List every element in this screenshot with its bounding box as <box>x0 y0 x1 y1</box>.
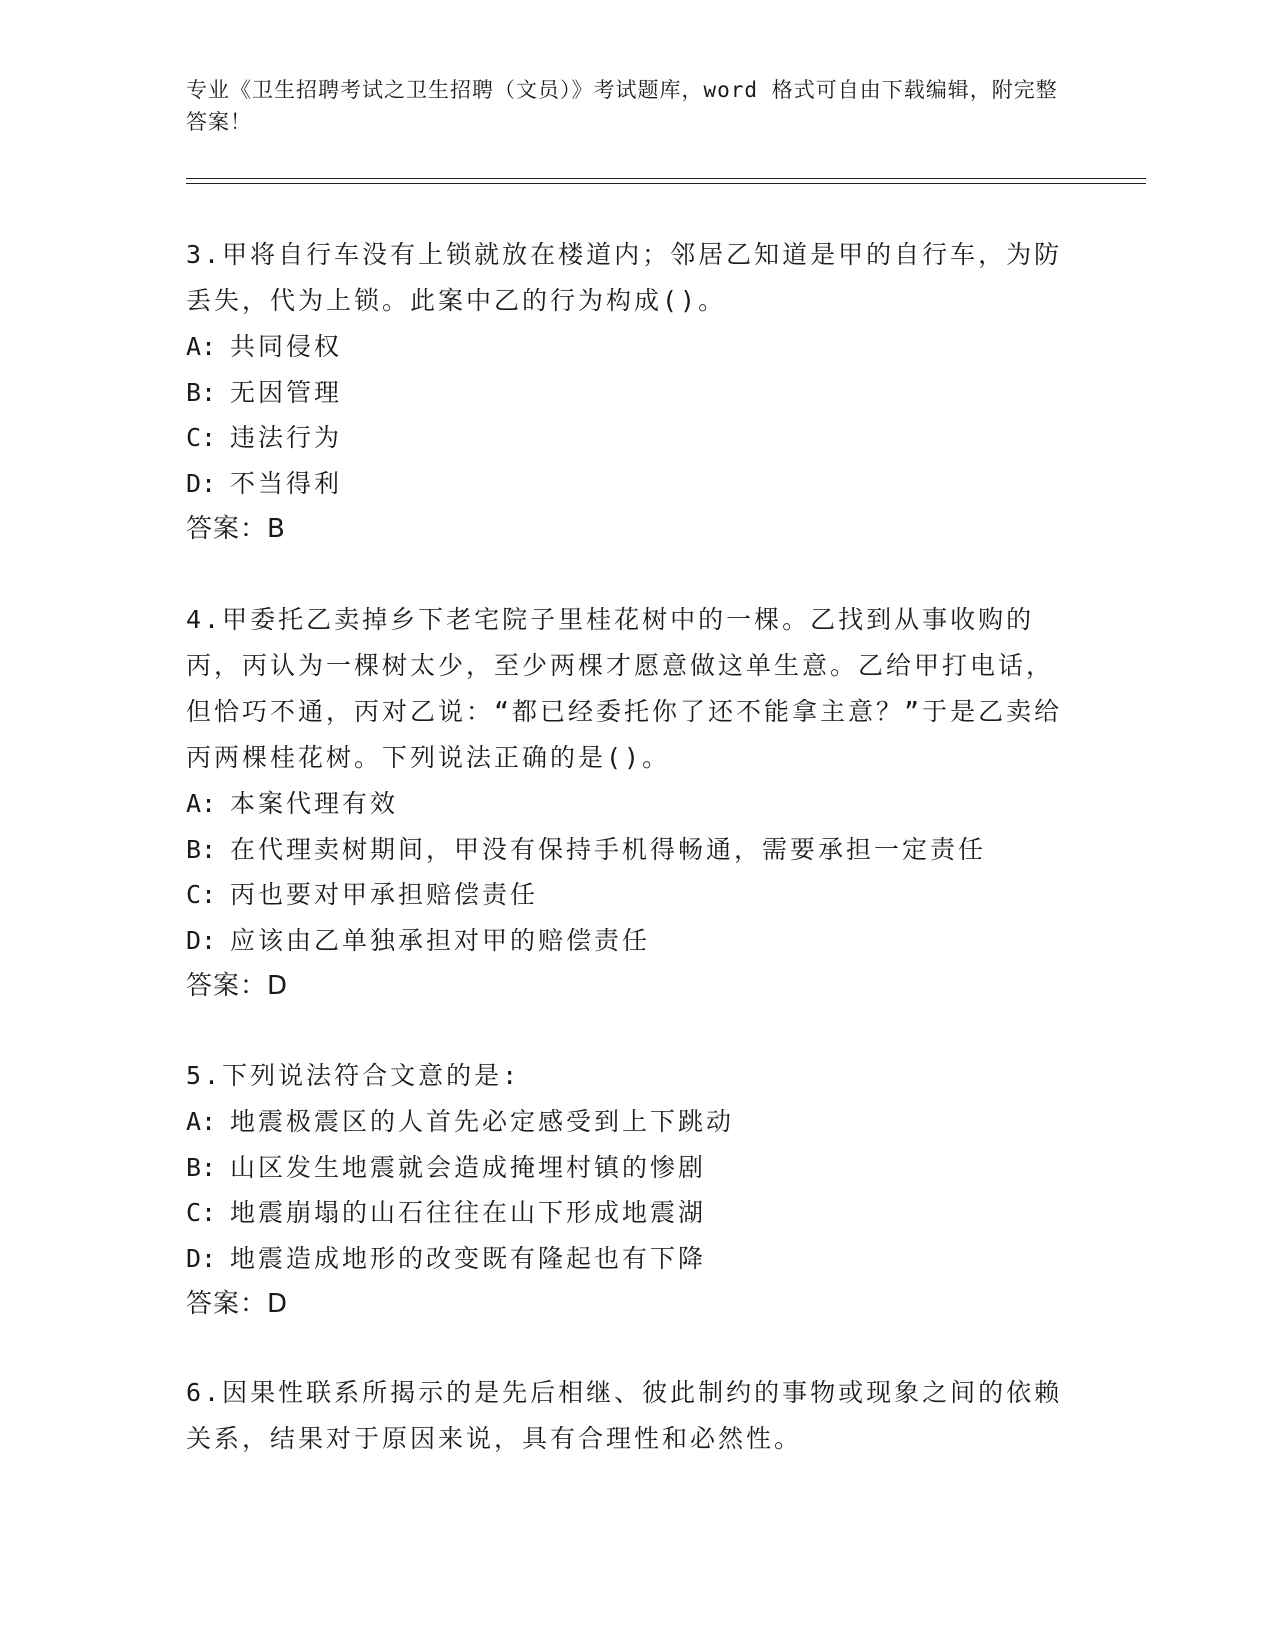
question-stem: 5.下列说法符合文意的是: <box>186 1061 521 1090</box>
option-text: 地震极震区的人首先必定感受到上下跳动 <box>230 1107 735 1136</box>
question-4 <box>186 597 1066 1009</box>
option-text: 共同侵权 <box>230 332 343 361</box>
document-header: 专业《卫生招聘考试之卫生招聘（文员）》考试题库，word 格式可自由下载编辑，附完整答案！ <box>186 78 1058 134</box>
header-divider-bottom <box>186 183 1146 184</box>
answer-line: 答案：D <box>186 1289 289 1319</box>
option-d <box>186 461 1066 507</box>
question-stem: 6.因果性联系所揭示的是先后相继、彼此制约的事物或现象之间的依赖关系，结果对于原因来说，具有合理性和必然性。 <box>186 1378 1063 1453</box>
option-a <box>186 781 1066 827</box>
option-key: B: <box>186 377 217 407</box>
option-d <box>186 1236 1066 1282</box>
header-divider-top <box>186 178 1146 179</box>
option-key: D: <box>186 925 217 955</box>
option-text: 地震造成地形的改变既有隆起也有下降 <box>230 1243 707 1273</box>
option-d <box>186 918 1066 964</box>
question-6 <box>186 1370 1066 1462</box>
option-key: C: <box>186 423 217 452</box>
option-text: 地震崩塌的山石往往在山下形成地震湖 <box>230 1198 707 1227</box>
question-stem: 4.甲委托乙卖掉乡下老宅院子里桂花树中的一棵。乙找到从事收购的丙，丙认为一棵树太少，至少两棵才愿意做这单生意。乙给甲打电话，但恰巧不通，丙对乙说：“都已经委托你了还不能拿主意？”于是乙卖给丙两棵桂花树。下列说法正确的是()。 <box>186 605 1063 772</box>
option-key: C: <box>186 1198 217 1227</box>
option-b <box>186 370 1066 416</box>
answer-line: 答案：D <box>186 971 289 1001</box>
option-c <box>186 415 1066 461</box>
option-key: D: <box>186 1243 217 1273</box>
option-c <box>186 872 1066 918</box>
option-a <box>186 1099 1066 1145</box>
option-text: 丙也要对甲承担赔偿责任 <box>230 880 539 909</box>
option-text: 山区发生地震就会造成掩埋村镇的惨剧 <box>230 1152 707 1182</box>
option-c <box>186 1190 1066 1236</box>
question-stem: 3.甲将自行车没有上锁就放在楼道内；邻居乙知道是甲的自行车，为防丢失，代为上锁。此案中乙的行为构成()。 <box>186 240 1063 315</box>
option-text: 在代理卖树期间，甲没有保持手机得畅通，需要承担一定责任 <box>230 834 987 864</box>
question-3 <box>186 232 1066 552</box>
option-text: 不当得利 <box>230 468 343 498</box>
option-key: B: <box>186 834 217 864</box>
option-text: 本案代理有效 <box>230 789 399 818</box>
option-a <box>186 324 1066 370</box>
option-key: B: <box>186 1152 217 1182</box>
option-text: 无因管理 <box>230 377 343 407</box>
option-b <box>186 1145 1066 1191</box>
option-key: A: <box>186 789 217 818</box>
option-key: A: <box>186 332 217 361</box>
option-b <box>186 827 1066 873</box>
option-text: 违法行为 <box>230 423 343 452</box>
answer-line: 答案：B <box>186 514 286 544</box>
option-text: 应该由乙单独承担对甲的赔偿责任 <box>230 925 651 955</box>
option-key: C: <box>186 880 217 909</box>
option-key: D: <box>186 468 217 498</box>
question-5 <box>186 1053 1066 1327</box>
option-key: A: <box>186 1107 217 1136</box>
